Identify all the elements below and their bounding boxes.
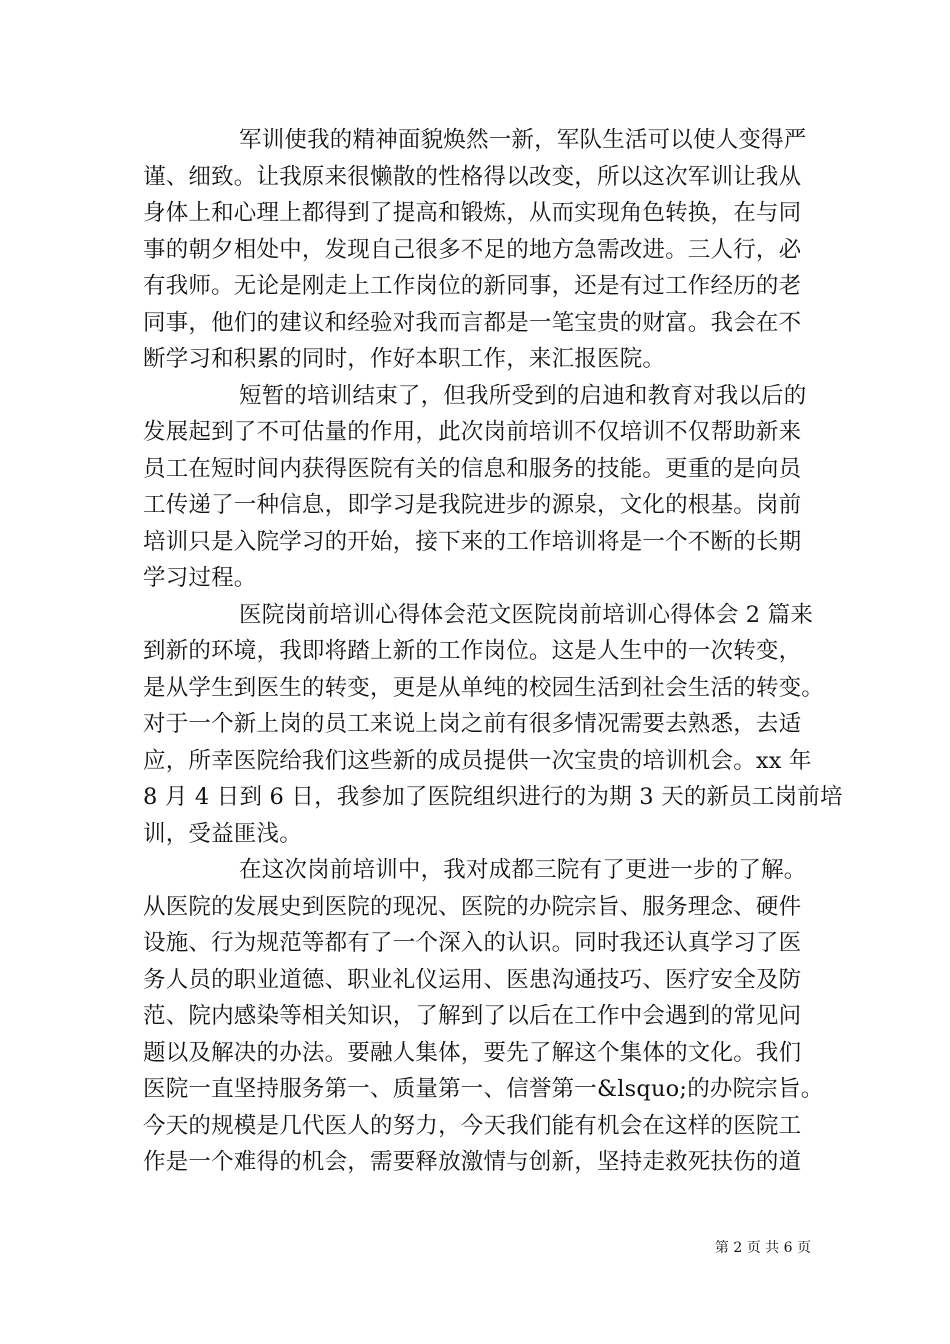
text-line: 有我师。无论是刚走上工作岗位的新同事，还是有过工作经历的老 (143, 273, 802, 299)
text-line: 医院一直坚持服务第一、质量第一、信誉第一&lsquo;的办院宗旨。 (143, 1076, 824, 1102)
text-line: 军训使我的精神面貌焕然一新，军队生活可以使人变得严 (239, 127, 807, 153)
text-line: 题以及解决的办法。要融人集体，要先了解这个集体的文化。我们 (143, 1039, 802, 1066)
text-line: 医院岗前培训心得体会范文医院岗前培训心得体会 2 篇来 (239, 601, 814, 628)
text-line: 8 月 4 日到 6 日，我参加了医院组织进行的为期 3 天的新员工岗前培 (143, 784, 843, 810)
text-line: 设施、行为规范等都有了一个深入的认识。同时我还认真学习了医 (143, 930, 802, 956)
text-line: 对于一个新上岗的员工来说上岗之前有很多情况需要去熟悉，去适 (143, 711, 802, 737)
text-line: 事的朝夕相处中，发现自己很多不足的地方急需改进。三人行，必 (143, 236, 802, 263)
text-line: 同事，他们的建议和经验对我而言都是一笔宝贵的财富。我会在不 (143, 309, 802, 336)
document-body (143, 122, 843, 1181)
paragraph-military-training (143, 122, 813, 378)
text-line: 是从学生到医生的转变，更是从单纯的校园生活到社会生活的转变。 (143, 674, 825, 701)
text-line: 在这次岗前培训中，我对成都三院有了更进一步的了解。 (239, 857, 807, 883)
text-line: 发展起到了不可估量的作用，此次岗前培训不仅培训不仅帮助新来 (143, 419, 802, 445)
text-line: 务人员的职业道德、职业礼仪运用、医患沟通技巧、医疗安全及防 (143, 966, 802, 993)
text-line: 培训只是入院学习的开始，接下来的工作培训将是一个不断的长期 (143, 528, 802, 555)
page-number: 第 2 页 共 6 页 (714, 1240, 811, 1256)
text-line: 谨、细致。让我原来很懒散的性格得以改变，所以这次军训让我从 (143, 163, 802, 190)
text-line: 学习过程。 (143, 565, 257, 591)
text-line: 断学习和积累的同时，作好本职工作，来汇报医院。 (143, 346, 666, 372)
text-line: 身体上和心理上都得到了提高和锻炼，从而实现角色转换，在与同 (143, 200, 802, 226)
text-line: 作是一个难得的机会，需要释放激情与创新，坚持走救死扶伤的道 (143, 1149, 802, 1175)
paragraph-new-environment (143, 597, 843, 853)
text-line: 今天的规模是几代医人的努力，今天我们能有机会在这样的医院工 (143, 1112, 802, 1139)
text-line: 训，受益匪浅。 (143, 820, 302, 847)
text-line: 范、院内感染等相关知识，了解到了以后在工作中会遇到的常见问 (143, 1003, 802, 1029)
paragraph-training-ended (143, 378, 813, 597)
paragraph-pre-job-training (143, 852, 824, 1181)
text-line: 从医院的发展史到医院的现况、医院的办院宗旨、服务理念、硬件 (143, 893, 802, 920)
text-line: 应，所幸医院给我们这些新的成员提供一次宝贵的培训机会。xx 年 (143, 747, 812, 774)
text-line: 短暂的培训结束了，但我所受到的启迪和教育对我以后的 (239, 382, 807, 409)
text-line: 工传递了一种信息，即学习是我院进步的源泉，文化的根基。岗前 (143, 492, 802, 518)
text-line: 员工在短时间内获得医院有关的信息和服务的技能。更重的是向员 (143, 455, 802, 482)
text-line: 到新的环境，我即将踏上新的工作岗位。这是人生中的一次转变， (143, 638, 802, 664)
